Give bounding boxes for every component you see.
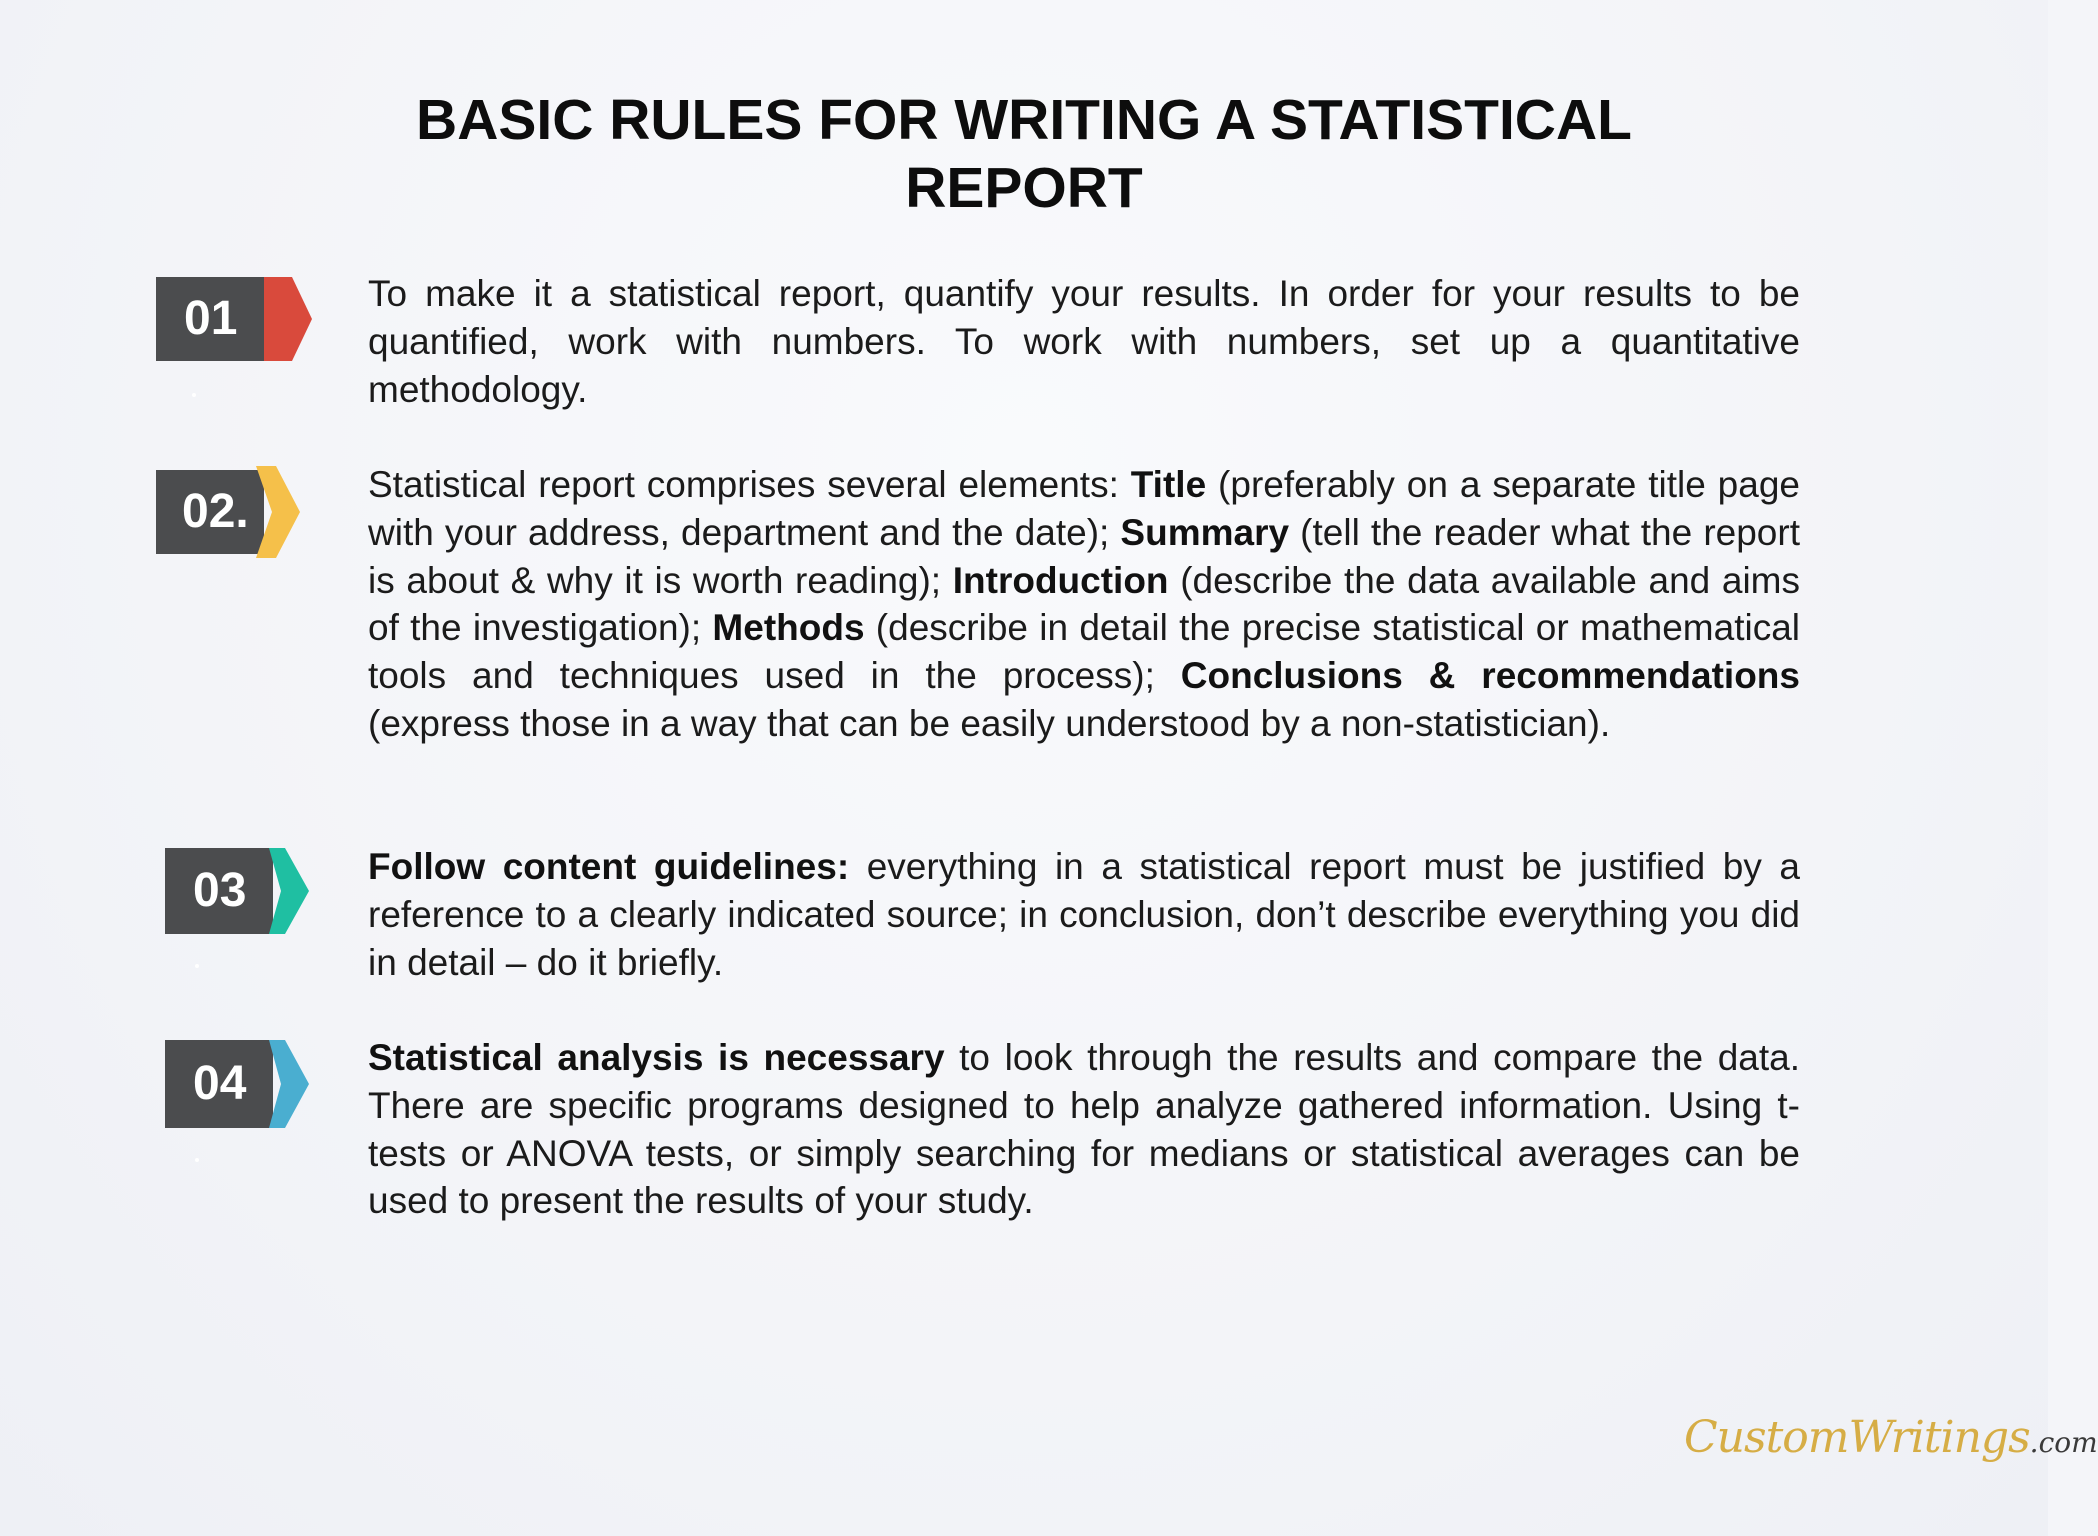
chevron-right-icon bbox=[269, 1040, 309, 1128]
rule-badge-4 bbox=[165, 1040, 311, 1124]
rule-number-4: 04 bbox=[165, 1040, 273, 1128]
bold-term: Introduction bbox=[952, 559, 1169, 601]
badge-dot bbox=[195, 1158, 199, 1162]
logo-tld: .com bbox=[2029, 1426, 2098, 1459]
text-segment: to look through the results and compare the data. There are specific programs designed to help analyze gathered information. Using t-tests or ANOVA tests, or simply searching for medians or statistical averages can be used to present the results of your study. bbox=[368, 1037, 1800, 1222]
bold-term: Summary bbox=[1120, 511, 1290, 553]
rule-text-2 bbox=[368, 461, 1800, 748]
text-segment: everything in a statistical report must be justified by a reference to a clearly indicated source; in conclusion, don’t describe everything you did in detail – do it briefly. bbox=[368, 846, 1801, 983]
rule-badge-3 bbox=[165, 848, 311, 932]
title-line-2: REPORT bbox=[905, 156, 1143, 220]
rule-number-1: 01 bbox=[156, 277, 266, 361]
logo-script: CustomWritings bbox=[1684, 1412, 2030, 1463]
bold-term: Title bbox=[1130, 464, 1207, 505]
chevron-shape-yellow bbox=[256, 466, 300, 558]
rule-text-1 bbox=[368, 270, 1800, 413]
badge-dot bbox=[195, 964, 199, 968]
bold-term: Methods bbox=[712, 607, 865, 649]
page-title bbox=[0, 86, 2048, 222]
rule-badge-1 bbox=[156, 277, 312, 361]
bold-term: Statistical analysis is necessary bbox=[368, 1037, 945, 1078]
brand-logo bbox=[1684, 1412, 2098, 1472]
chevron-shape-red bbox=[264, 277, 312, 361]
text-segment: (describe the data available and aims of the investigation); bbox=[368, 559, 1800, 649]
text-segment: (express those in a way that can be easily understood by a non-statistician). bbox=[368, 702, 1611, 744]
rule-number-2: 02. bbox=[156, 470, 264, 554]
text-segment: (describe in detail the precise statistical or mathematical tools and techniques used in the process); bbox=[368, 607, 1800, 697]
chevron-right-icon bbox=[256, 466, 300, 558]
chevron-shape-blue bbox=[269, 1040, 309, 1128]
text-segment: Statistical report comprises several elements: bbox=[368, 464, 1131, 505]
rule-badge-2 bbox=[156, 470, 302, 554]
bold-term: Follow content guidelines: bbox=[368, 846, 850, 887]
text-segment: To make it a statistical report, quantify your results. In order for your results to be quantified, work with numbers. To work with numbers, set up a quantitative methodology. bbox=[368, 273, 1800, 410]
chevron-shape-teal bbox=[269, 848, 309, 934]
rule-text-3 bbox=[368, 843, 1800, 986]
title-line-1: BASIC RULES FOR WRITING A STATISTICAL bbox=[416, 88, 1632, 152]
text-segment: (tell the reader what the report is about & why it is worth reading); bbox=[368, 511, 1800, 601]
bold-term: Conclusions & recommendations bbox=[1180, 655, 1800, 697]
chevron-right-icon bbox=[269, 848, 309, 934]
rule-number-3: 03 bbox=[165, 848, 273, 934]
chevron-right-icon bbox=[264, 277, 312, 361]
rule-text-4 bbox=[368, 1034, 1800, 1225]
badge-dot bbox=[192, 393, 196, 397]
text-segment: (preferably on a separate title page with your address, department and the date); bbox=[368, 464, 1800, 553]
